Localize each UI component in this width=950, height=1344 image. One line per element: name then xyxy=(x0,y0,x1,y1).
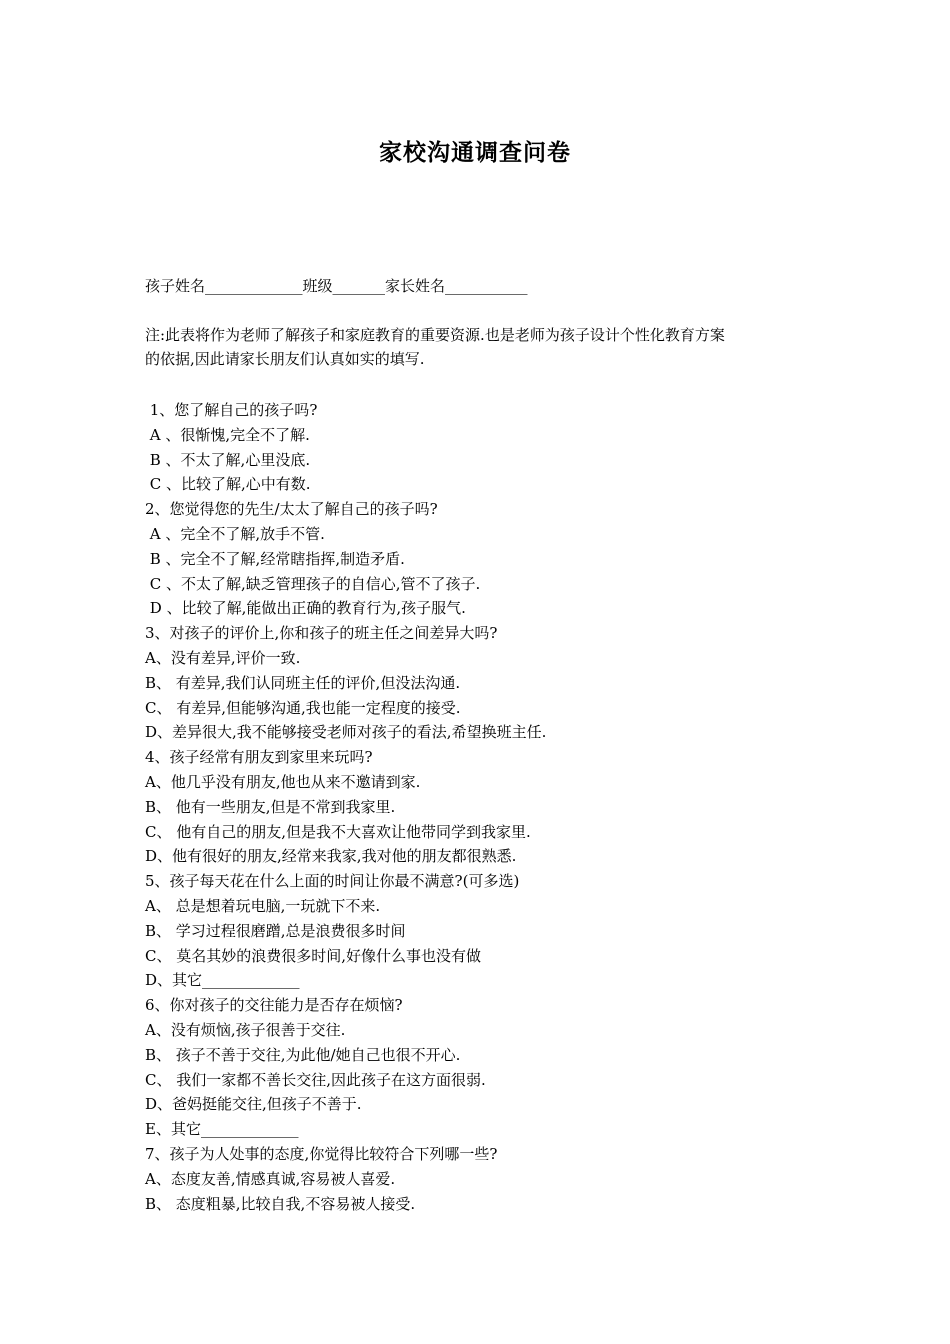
question-line: A、态度友善,情感真诚,容易被人喜爱. xyxy=(145,1169,396,1188)
question-line: D 、比较了解,能做出正确的教育行为,孩子服气. xyxy=(145,599,466,618)
question-line: B、 学习过程很磨蹭,总是浪费很多时间 xyxy=(145,921,406,940)
question-line: A、他几乎没有朋友,他也从来不邀请到家. xyxy=(145,772,421,791)
question-line: C、 我们一家都不善长交往,因此孩子在这方面很弱. xyxy=(145,1070,486,1089)
page-title: 家校沟通调查问卷 xyxy=(379,139,571,166)
question-line: D、爸妈挺能交往,但孩子不善于. xyxy=(145,1095,362,1114)
question-line: A 、很惭愧,完全不了解. xyxy=(145,425,310,444)
question-line: A、 总是想着玩电脑,一玩就下不来. xyxy=(145,896,381,915)
question-line: A、没有烦恼,孩子很善于交往. xyxy=(145,1020,346,1039)
question-line: B、 他有一些朋友,但是不常到我家里. xyxy=(145,797,396,816)
question-line: B、 态度粗暴,比较自我,不容易被人接受. xyxy=(145,1194,416,1213)
question-line: A、没有差异,评价一致. xyxy=(145,648,301,667)
question-line: C 、不太了解,缺乏管理孩子的自信心,管不了孩子. xyxy=(145,574,481,593)
question-line: B 、不太了解,心里没底. xyxy=(145,450,311,469)
instruction-note xyxy=(145,323,815,371)
question-line: 6、你对孩子的交往能力是否存在烦恼? xyxy=(145,996,403,1015)
question-list xyxy=(145,398,845,1216)
note-line: 的依据,因此请家长朋友们认真如实的填写. xyxy=(145,350,425,368)
question-line: B 、完全不了解,经常瞎指挥,制造矛盾. xyxy=(145,549,405,568)
note-line: 注:此表将作为老师了解孩子和家庭教育的重要资源.也是老师为孩子设计个性化教育方案 xyxy=(145,326,725,344)
question-line: B、 孩子不善于交往,为此他/她自己也很不开心. xyxy=(145,1045,461,1064)
question-line: C、 莫名其妙的浪费很多时间,好像什么事也没有做 xyxy=(145,946,482,965)
question-line: A 、完全不了解,放手不管. xyxy=(145,524,325,543)
question-line: D、差异很大,我不能够接受老师对孩子的看法,希望换班主任. xyxy=(145,723,547,742)
student-info-line: 孩子姓名_____________班级_______家长姓名___________ xyxy=(145,277,528,295)
question-line: 4、孩子经常有朋友到家里来玩吗? xyxy=(145,748,373,767)
question-line: D、其它_____________ xyxy=(145,971,300,990)
question-line: 5、孩子每天花在什么上面的时间让你最不满意?(可多选) xyxy=(145,872,520,891)
question-line: 2、您觉得您的先生/太太了解自己的孩子吗? xyxy=(145,500,438,519)
question-line: B、 有差异,我们认同班主任的评价,但没法沟通. xyxy=(145,673,461,692)
question-line: 7、孩子为人处事的态度,你觉得比较符合下列哪一些? xyxy=(145,1144,498,1163)
question-line: D、他有很好的朋友,经常来我家,我对他的朋友都很熟悉. xyxy=(145,847,517,866)
question-line: C 、比较了解,心中有数. xyxy=(145,475,311,494)
question-line: 3、对孩子的评价上,你和孩子的班主任之间差异大吗? xyxy=(145,624,498,643)
question-line: C、 有差异,但能够沟通,我也能一定程度的接受. xyxy=(145,698,461,717)
question-line: E、其它_____________ xyxy=(145,1120,299,1139)
question-line: C、 他有自己的朋友,但是我不大喜欢让他带同学到我家里. xyxy=(145,822,531,841)
question-line: 1、您了解自己的孩子吗? xyxy=(145,401,318,419)
